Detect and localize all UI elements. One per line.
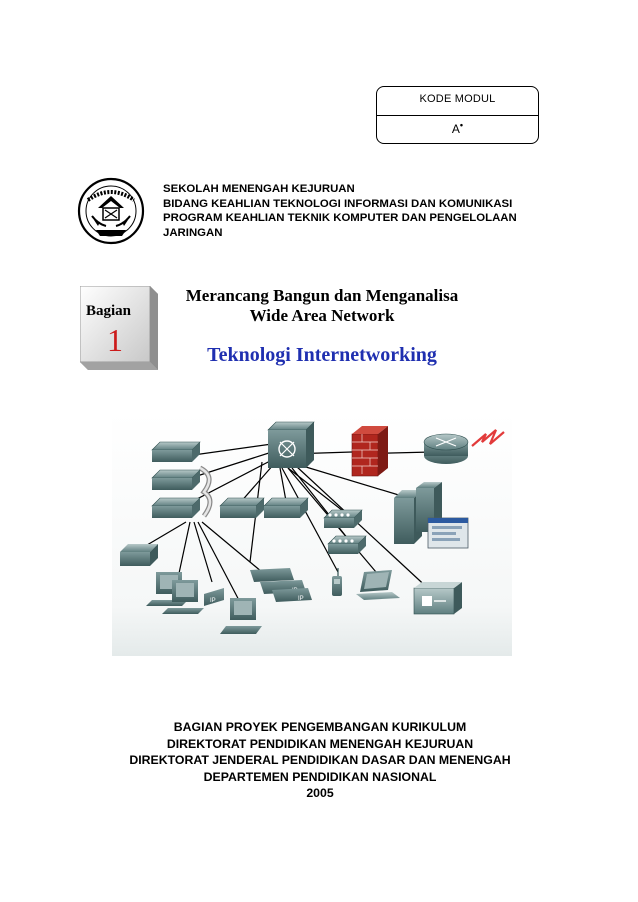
network-topology-illustration — [112, 412, 512, 656]
footer-line: DEPARTEMEN PENDIDIKAN NASIONAL — [203, 769, 437, 784]
school-header-line: JARINGAN — [163, 226, 223, 239]
module-title-line: Wide Area Network — [249, 306, 395, 325]
kode-modul-value: A• — [451, 120, 464, 136]
module-title-line: Merancang Bangun dan Menganalisa — [185, 286, 459, 305]
school-header — [163, 182, 517, 240]
kode-modul-box — [376, 86, 539, 144]
bagian-label: Bagian — [86, 303, 132, 319]
module-title — [164, 286, 480, 326]
kode-modul-code: A — [451, 122, 460, 136]
ip-phone-label: IP — [298, 596, 304, 602]
footer-line: DIREKTORAT PENDIDIKAN MENENGAH KEJURUAN — [166, 736, 474, 751]
school-header-line: SEKOLAH MENENGAH KEJURUAN — [163, 183, 355, 195]
tut-wuri-handayani-emblem-icon — [76, 176, 146, 246]
bagian-number: 1 — [107, 322, 123, 358]
kode-modul-divider — [377, 115, 538, 116]
school-header-line: PROGRAM KEAHLIAN TEKNIK KOMPUTER DAN PENGELOLAAN — [163, 212, 517, 224]
school-header-line: BIDANG KEAHLIAN TEKNOLOGI INFORMASI DAN KOMUNIKASI — [163, 197, 513, 210]
ip-phone-label: IP — [210, 598, 216, 604]
module-subtitle: Teknologi Internetworking — [207, 344, 437, 366]
publisher-footer — [100, 719, 540, 802]
footer-year: 2005 — [306, 786, 334, 801]
footer-line: DIREKTORAT JENDERAL PENDIDIKAN DASAR DAN MENENGAH — [129, 753, 511, 768]
kode-modul-title: KODE MODUL — [419, 93, 496, 105]
footer-line: BAGIAN PROYEK PENGEMBANGAN KURIKULUM — [173, 720, 467, 734]
